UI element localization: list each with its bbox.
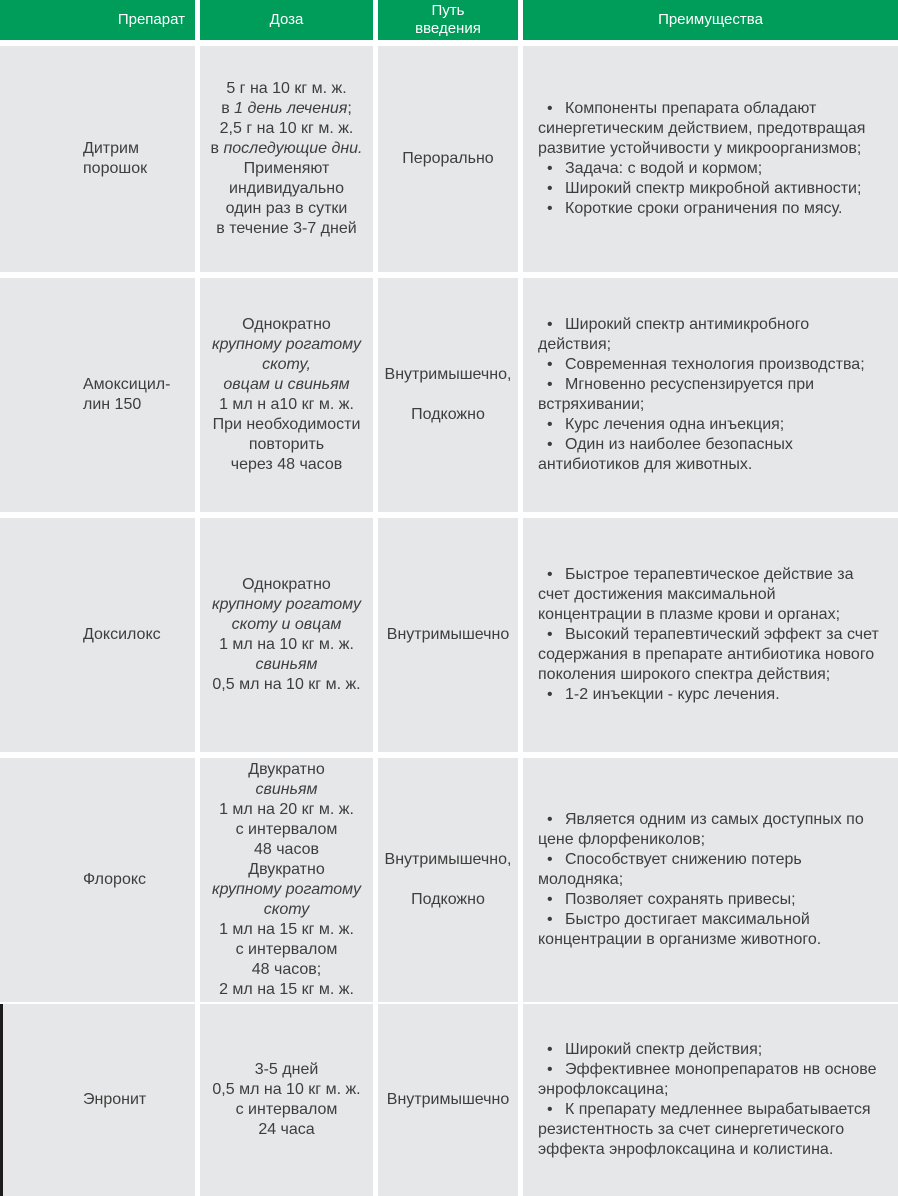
dose-text: 1 мл н а10 кг м. ж. bbox=[219, 396, 354, 413]
advantage-item bbox=[538, 1060, 883, 1100]
bullet-marker: • bbox=[547, 100, 553, 117]
dose-text: Двукратно bbox=[248, 761, 325, 778]
dose-text: 3-5 дней bbox=[254, 1061, 319, 1078]
route-line: Подкожно bbox=[411, 891, 485, 908]
header-cell-route bbox=[378, 0, 518, 40]
route-line bbox=[378, 870, 518, 890]
advantage-item bbox=[538, 910, 883, 950]
advantage-item bbox=[538, 625, 883, 685]
advantage-text: К препарату медленнее вырабатывается резистентность за счет синергетического эффекта энрофлоксацина и колистина. bbox=[538, 1101, 871, 1158]
advantage-text: 1-2 инъекции - курс лечения. bbox=[565, 686, 780, 703]
advantage-text: Компоненты препарата обладают синергетическим действием, предотвращая развитие устойчивости у микроорганизмов; bbox=[538, 100, 866, 157]
dose-line bbox=[201, 1100, 372, 1120]
dose-cell bbox=[200, 758, 373, 1002]
bullet-marker: • bbox=[547, 1061, 553, 1078]
dose-line bbox=[201, 395, 372, 415]
dose-text: индивидуально bbox=[229, 180, 344, 197]
dose-line bbox=[201, 615, 372, 635]
advantage-item bbox=[538, 1100, 883, 1160]
dose-text: Однократно bbox=[242, 316, 331, 333]
dose-line bbox=[201, 159, 372, 179]
dose-text: При необходимости bbox=[212, 416, 361, 433]
advantages-cell bbox=[523, 46, 898, 272]
dose-line bbox=[201, 415, 372, 435]
bullet-marker: • bbox=[547, 316, 553, 333]
drug-name-cell bbox=[0, 1004, 195, 1196]
dose-text: Однократно bbox=[242, 576, 331, 593]
header-cell-dose bbox=[200, 0, 373, 40]
dose-line bbox=[201, 119, 372, 139]
dose-line bbox=[201, 840, 372, 860]
dose-cell bbox=[200, 518, 373, 752]
dose-line bbox=[201, 1060, 372, 1080]
dose-text: с интервалом bbox=[235, 941, 338, 958]
dose-line bbox=[201, 900, 372, 920]
dose-line bbox=[201, 595, 372, 615]
dose-line bbox=[201, 655, 372, 675]
advantage-text: Короткие сроки ограничения по мясу. bbox=[565, 200, 843, 217]
drug-name-line: Энронит bbox=[83, 1091, 147, 1108]
advantage-item bbox=[538, 99, 883, 159]
table-row bbox=[0, 1004, 898, 1196]
dose-line bbox=[201, 1120, 372, 1140]
advantage-item bbox=[538, 159, 883, 179]
dose-line bbox=[201, 375, 372, 395]
dose-text-italic: последующие дни. bbox=[223, 140, 363, 157]
bullet-marker: • bbox=[547, 376, 553, 393]
advantages-cell bbox=[523, 758, 898, 1002]
dose-text: 2 мл на 15 кг м. ж. bbox=[219, 981, 354, 998]
route-line: Внутримышечно bbox=[386, 1091, 510, 1108]
drug-name-line: Доксилокс bbox=[83, 626, 161, 643]
bullet-marker: • bbox=[547, 566, 553, 583]
dose-text: 1 мл на 15 кг м. ж. bbox=[219, 921, 354, 938]
dose-line bbox=[201, 880, 372, 900]
dose-text: 1 мл на 20 кг м. ж. bbox=[219, 801, 354, 818]
advantage-text: Высокий терапевтический эффект за счет содержания в препарате антибиотика нового поколения широкого спектра действия; bbox=[538, 626, 879, 683]
route-line: Внутримышечно bbox=[386, 626, 510, 643]
dose-text-italic: крупному рогатому bbox=[212, 336, 361, 353]
drug-name-cell bbox=[0, 278, 195, 512]
dose-line bbox=[201, 575, 372, 595]
advantage-text: Мгновенно ресуспензируется при встряхивании; bbox=[538, 376, 815, 413]
advantage-text: Позволяет сохранять привесы; bbox=[565, 891, 796, 908]
advantage-text: Курс лечения одна инъекция; bbox=[565, 416, 785, 433]
advantage-text: Широкий спектр микробной активности; bbox=[565, 180, 862, 197]
drug-name-line: лин 150 bbox=[83, 396, 142, 413]
bullet-marker: • bbox=[547, 356, 553, 373]
dose-line bbox=[201, 199, 372, 219]
dose-cell bbox=[200, 46, 373, 272]
advantage-text: Быстро достигает максимальной концентрации в организме животного. bbox=[538, 911, 822, 948]
route-cell bbox=[378, 518, 518, 752]
drug-name-cell bbox=[0, 46, 195, 272]
advantage-item bbox=[538, 199, 883, 219]
dose-text: 1 мл на 10 кг м. ж. bbox=[219, 636, 354, 653]
dose-line bbox=[201, 920, 372, 940]
dose-text-italic: крупному рогатому bbox=[212, 596, 361, 613]
route-cell bbox=[378, 1004, 518, 1196]
dose-line bbox=[201, 820, 372, 840]
dose-line bbox=[201, 435, 372, 455]
dose-line bbox=[201, 760, 372, 780]
dose-text: 24 часа bbox=[258, 1121, 315, 1138]
dose-cell bbox=[200, 1004, 373, 1196]
table-row bbox=[0, 758, 898, 998]
dose-text: в течение 3-7 дней bbox=[216, 220, 357, 237]
bullet-marker: • bbox=[547, 160, 553, 177]
advantage-text: Способствует снижению потерь молодняка; bbox=[538, 851, 802, 888]
route-line bbox=[378, 385, 518, 405]
advantages-cell bbox=[523, 518, 898, 752]
advantage-item bbox=[538, 890, 883, 910]
dose-text: с интервалом bbox=[235, 821, 338, 838]
advantages-cell bbox=[523, 278, 898, 512]
route-cell bbox=[378, 46, 518, 272]
advantage-item bbox=[538, 1040, 883, 1060]
table-row bbox=[0, 518, 898, 752]
route-line: Внутримышечно, bbox=[384, 851, 512, 868]
route-cell bbox=[378, 758, 518, 1002]
dose-line bbox=[201, 1080, 372, 1100]
bullet-marker: • bbox=[547, 911, 553, 928]
header-label-dose: Доза bbox=[269, 11, 304, 28]
header-cell-advantages bbox=[523, 0, 898, 40]
dose-text: 0,5 мл на 10 кг м. ж. bbox=[212, 1081, 361, 1098]
dose-text-italic: скоту, bbox=[262, 356, 311, 373]
dose-line bbox=[201, 99, 372, 119]
drug-name-cell bbox=[0, 518, 195, 752]
dose-cell bbox=[200, 278, 373, 512]
dose-text: 48 часов; bbox=[251, 961, 322, 978]
advantage-item bbox=[538, 810, 883, 850]
header-label-route: Путь введения bbox=[415, 2, 481, 37]
dose-line bbox=[201, 980, 372, 1000]
dose-line bbox=[201, 960, 372, 980]
dose-text: Применяют bbox=[243, 160, 330, 177]
drug-name-line: Флорокс bbox=[83, 871, 147, 888]
advantage-item bbox=[538, 565, 883, 625]
dose-line bbox=[201, 860, 372, 880]
dose-line bbox=[201, 139, 372, 159]
dose-line bbox=[201, 79, 372, 99]
advantage-text: Один из наиболее безопасных антибиотиков для животных. bbox=[538, 436, 793, 473]
route-line: Подкожно bbox=[411, 406, 485, 423]
bullet-marker: • bbox=[547, 891, 553, 908]
dose-line bbox=[201, 315, 372, 335]
advantage-item bbox=[538, 415, 883, 435]
bullet-marker: • bbox=[547, 1101, 553, 1118]
table-header-row bbox=[0, 0, 898, 40]
table-row bbox=[0, 46, 898, 272]
advantage-text: Задача: с водой и кормом; bbox=[565, 160, 763, 177]
bullet-marker: • bbox=[547, 180, 553, 197]
dose-line bbox=[201, 455, 372, 475]
drug-name-cell bbox=[0, 758, 195, 1002]
dose-text: 5 г на 10 кг м. ж. bbox=[226, 80, 347, 97]
dose-text-italic: крупному рогатому bbox=[212, 881, 361, 898]
bullet-marker: • bbox=[547, 626, 553, 643]
advantage-item bbox=[538, 375, 883, 415]
dose-line bbox=[201, 675, 372, 695]
dose-line bbox=[201, 219, 372, 239]
advantage-text: Быстрое терапевтическое действие за счет достижения максимальной концентрации в плазме крови и органах; bbox=[538, 566, 854, 623]
dose-line bbox=[201, 355, 372, 375]
dose-text: повторить bbox=[248, 436, 325, 453]
bullet-marker: • bbox=[547, 851, 553, 868]
dose-line bbox=[201, 940, 372, 960]
dose-text: Двукратно bbox=[248, 861, 325, 878]
advantage-text: Современная технология производства; bbox=[565, 356, 865, 373]
advantage-text: Является одним из самых доступных по цене флорфениколов; bbox=[538, 811, 864, 848]
drug-name-line: Амоксицил- bbox=[83, 376, 171, 393]
dose-text-italic: свиньям bbox=[255, 781, 318, 798]
advantage-item bbox=[538, 179, 883, 199]
dose-text: 48 часов bbox=[253, 841, 320, 858]
stray-vertical-line bbox=[0, 1004, 3, 1196]
dose-line bbox=[201, 800, 372, 820]
dose-text-italic: скоту и овцам bbox=[231, 616, 342, 633]
route-cell bbox=[378, 278, 518, 512]
dose-line bbox=[201, 635, 372, 655]
dose-text-italic: овцам и свиньям bbox=[223, 376, 350, 393]
advantage-text: Широкий спектр антимикробного действия; bbox=[538, 316, 810, 353]
dose-text-italic: свиньям bbox=[255, 656, 318, 673]
dose-text: 2,5 г на 10 кг м. ж. bbox=[219, 120, 354, 137]
route-line: Перорально bbox=[402, 150, 494, 167]
dose-text-italic: 1 день лечения bbox=[234, 100, 348, 117]
advantage-item bbox=[538, 355, 883, 375]
drug-name-line: Дитрим bbox=[83, 140, 139, 157]
advantage-item bbox=[538, 315, 883, 355]
header-label-advantages: Преимущества bbox=[658, 11, 763, 28]
dose-text: один раз в сутки bbox=[225, 200, 348, 217]
bullet-marker: • bbox=[547, 686, 553, 703]
bullet-marker: • bbox=[547, 436, 553, 453]
header-label-drug: Препарат bbox=[117, 11, 185, 28]
route-line: Внутримышечно, bbox=[384, 366, 512, 383]
bullet-marker: • bbox=[547, 200, 553, 217]
dose-text: в bbox=[221, 100, 235, 117]
dose-text: 0,5 мл на 10 кг м. ж. bbox=[212, 676, 361, 693]
drug-name-line: порошок bbox=[83, 160, 148, 177]
dose-text: ; bbox=[347, 100, 352, 117]
bullet-marker: • bbox=[547, 811, 553, 828]
bullet-marker: • bbox=[547, 1041, 553, 1058]
dose-text-italic: скоту bbox=[263, 901, 310, 918]
advantage-item bbox=[538, 435, 883, 475]
dose-line bbox=[201, 179, 372, 199]
dose-text: через 48 часов bbox=[230, 456, 343, 473]
table-row bbox=[0, 278, 898, 512]
advantage-text: Эффективнее монопрепаратов нв основе энрофлоксацина; bbox=[538, 1061, 877, 1098]
advantages-cell bbox=[523, 1004, 898, 1196]
dose-line bbox=[201, 780, 372, 800]
bullet-marker: • bbox=[547, 416, 553, 433]
header-cell-drug bbox=[0, 0, 195, 40]
dose-text: в bbox=[210, 140, 224, 157]
dose-line bbox=[201, 335, 372, 355]
advantage-item bbox=[538, 685, 883, 705]
advantage-text: Широкий спектр действия; bbox=[565, 1041, 763, 1058]
advantage-item bbox=[538, 850, 883, 890]
dose-text: с интервалом bbox=[235, 1101, 338, 1118]
